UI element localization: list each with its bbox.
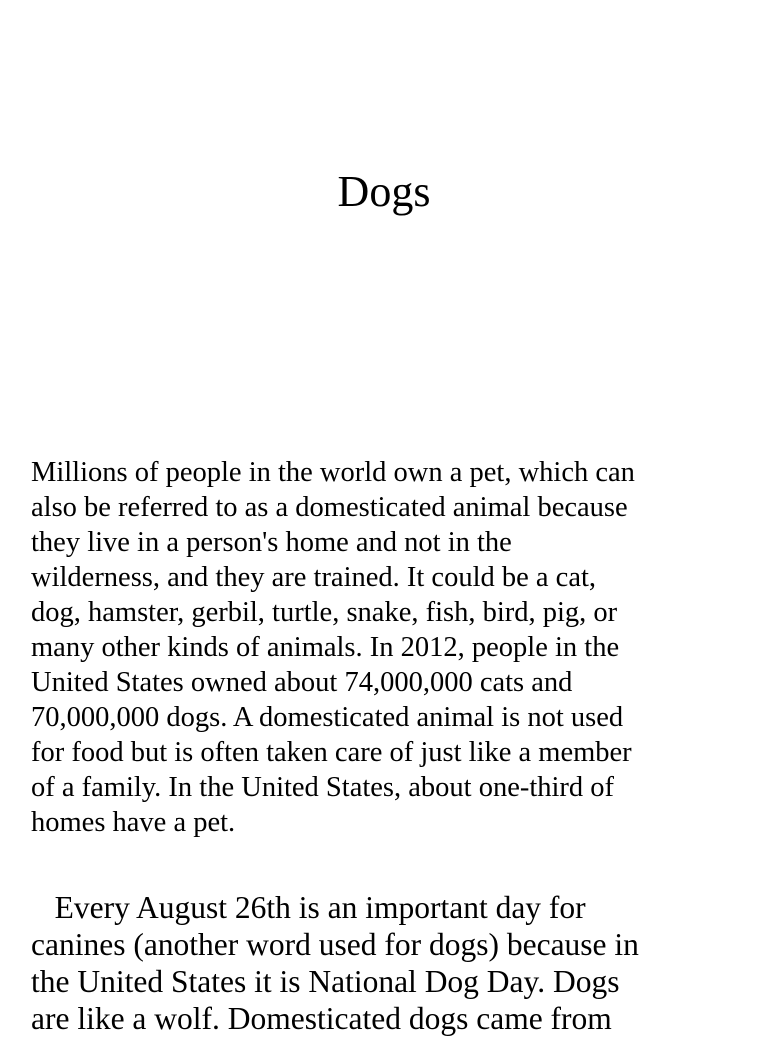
text-line: Millions of people in the world own a pet, which can [31,457,635,488]
page-title: Dogs [337,167,431,216]
text-line: 70,000,000 dogs. A domesticated animal is not used [31,702,624,733]
text-line: Every August 26th is an important day for [31,890,586,925]
text-line: wilderness, and they are trained. It could be a cat, [31,562,597,593]
text-line: for food but is often taken care of just like a member [31,737,632,768]
text-line: many other kinds of animals. In 2012, people in the [31,632,620,663]
text-line: also be referred to as a domesticated animal because [31,492,628,523]
text-line: are like a wolf. Domesticated dogs came from [31,1001,612,1036]
body-paragraph-2 [31,889,743,1037]
text-line: dog, hamster, gerbil, turtle, snake, fish, bird, pig, or [31,597,618,628]
text-line: they live in a person's home and not in the [31,527,512,558]
body-paragraph-1 [31,455,743,840]
text-line: homes have a pet. [31,807,236,838]
text-line: of a family. In the United States, about one-third of [31,772,615,803]
text-line: United States owned about 74,000,000 cats and [31,667,573,698]
text-line: the United States it is National Dog Day. Dogs [31,964,620,999]
text-line: canines (another word used for dogs) because in [31,927,639,962]
